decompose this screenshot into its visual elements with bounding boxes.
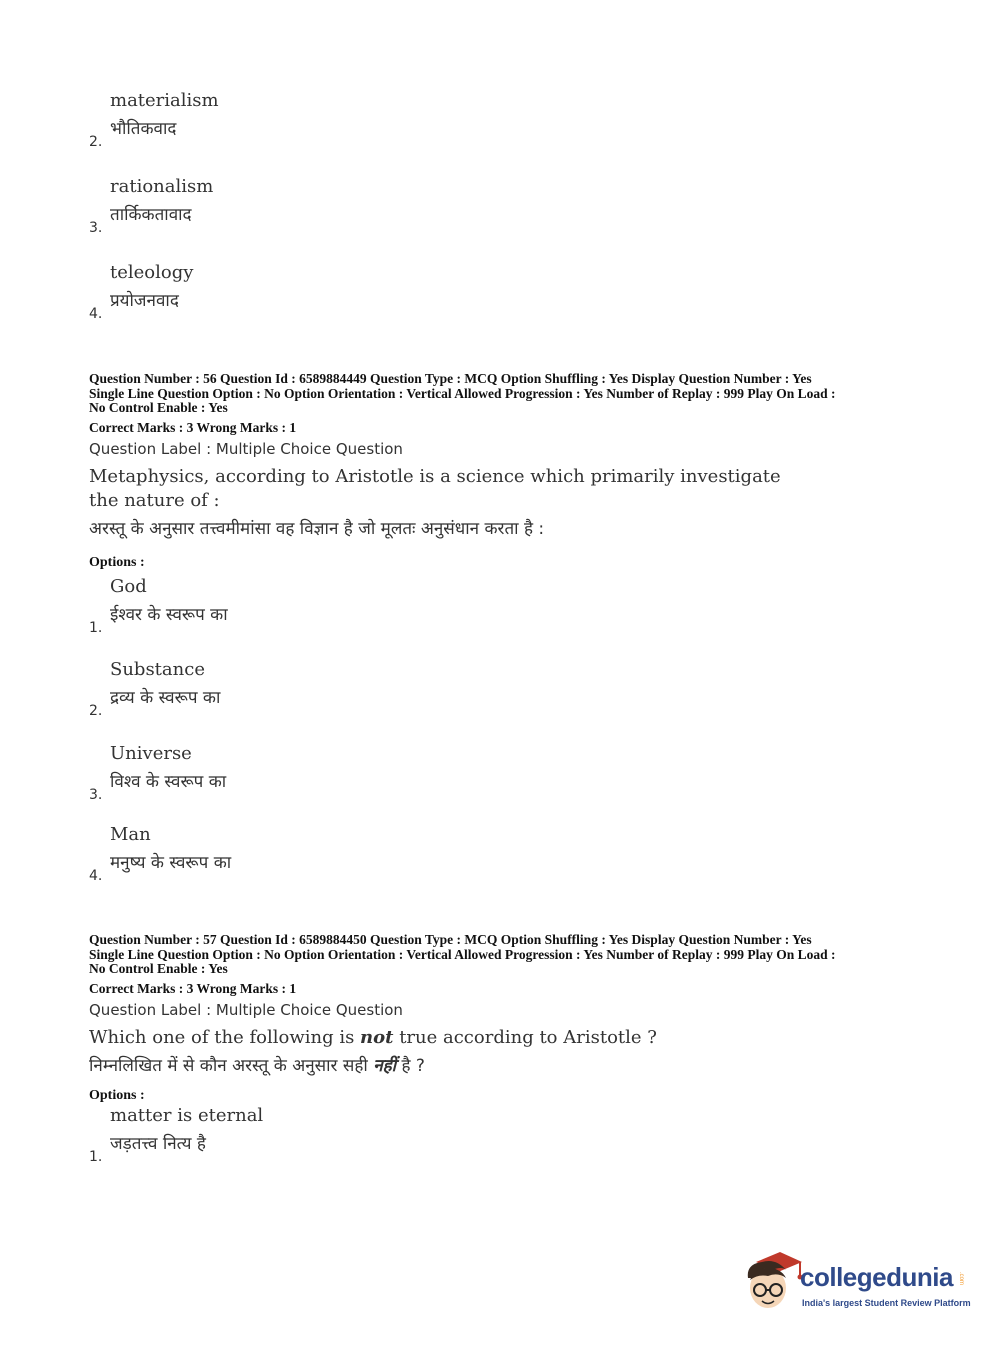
option-text-hi: द्रव्य के स्वरूप का bbox=[110, 688, 221, 708]
question-label: Question Label : Multiple Choice Question bbox=[89, 1001, 403, 1019]
meta-line: Single Line Question Option : No Option Orientation : Vertical Allowed Progression : Yes Number of Replay : 999 Play On Load : bbox=[89, 946, 836, 962]
option-text-en: Universe bbox=[110, 743, 192, 764]
emphasis-nahi: नहीं bbox=[373, 1056, 397, 1076]
meta-line: Question Number : 57 Question Id : 6589884450 Question Type : MCQ Option Shuffling : Yes Display Question Number : Yes bbox=[89, 932, 812, 947]
text-part: है ? bbox=[396, 1056, 425, 1076]
option-text-hi: ईश्वर के स्वरूप का bbox=[110, 605, 228, 625]
question-meta bbox=[89, 372, 919, 416]
option-text-en: Substance bbox=[110, 659, 205, 680]
option-number: 2. bbox=[89, 134, 103, 150]
question-meta bbox=[89, 933, 919, 977]
option-number: 4. bbox=[89, 868, 103, 884]
option-number: 1. bbox=[89, 1149, 103, 1165]
option-number: 1. bbox=[89, 620, 103, 636]
option-text-en: materialism bbox=[110, 90, 219, 111]
option-text-en: Man bbox=[110, 824, 151, 845]
collegedunia-logo bbox=[742, 1248, 972, 1318]
emphasis-not: not bbox=[360, 1027, 394, 1048]
text-part: निम्नलिखित में से कौन अरस्तू के अनुसार सही bbox=[89, 1056, 374, 1076]
option-text-hi: मनुष्य के स्वरूप का bbox=[110, 853, 232, 873]
question-marks: Correct Marks : 3 Wrong Marks : 1 bbox=[89, 420, 297, 435]
option-text-hi: विश्व के स्वरूप का bbox=[110, 772, 227, 792]
options-label: Options : bbox=[89, 555, 145, 570]
text-part: Which one of the following is bbox=[89, 1027, 361, 1048]
options-label: Options : bbox=[89, 1088, 145, 1103]
option-text-en: God bbox=[110, 576, 147, 597]
question-text-en: Metaphysics, according to Aristotle is a science which primarily investigate the nature of : bbox=[89, 466, 781, 511]
option-text-hi: तार्किकतावाद bbox=[110, 205, 192, 225]
option-text-en: matter is eternal bbox=[110, 1105, 264, 1126]
option-text-en: rationalism bbox=[110, 176, 214, 197]
brand-com: .com bbox=[958, 1272, 964, 1286]
meta-line: No Control Enable : Yes bbox=[89, 400, 228, 415]
option-text-hi: भौतिकवाद bbox=[110, 119, 177, 139]
brand-name: collegedunia bbox=[800, 1262, 953, 1292]
option-number: 3. bbox=[89, 220, 103, 236]
meta-line: Single Line Question Option : No Option Orientation : Vertical Allowed Progression : Yes Number of Replay : 999 Play On Load : bbox=[89, 385, 836, 401]
mascot-icon bbox=[742, 1248, 802, 1318]
brand-tagline: India's largest Student Review Platform bbox=[802, 1298, 971, 1308]
question-text-hi bbox=[89, 1053, 809, 1076]
option-number: 2. bbox=[89, 703, 103, 719]
option-text-en: teleology bbox=[110, 262, 194, 283]
option-number: 3. bbox=[89, 787, 103, 803]
text-part: true according to Aristotle ? bbox=[393, 1027, 657, 1048]
question-label: Question Label : Multiple Choice Question bbox=[89, 440, 403, 458]
option-text-hi: प्रयोजनवाद bbox=[110, 291, 179, 311]
option-number: 4. bbox=[89, 306, 103, 322]
option-text-hi: जड़तत्त्व नित्य है bbox=[110, 1134, 206, 1154]
meta-line: No Control Enable : Yes bbox=[89, 961, 228, 976]
meta-line: Question Number : 56 Question Id : 6589884449 Question Type : MCQ Option Shuffling : Yes Display Question Number : Yes bbox=[89, 371, 812, 386]
question-text-hi: अरस्तू के अनुसार तत्त्वमीमांसा वह विज्ञान है जो मूलतः अनुसंधान करता है : bbox=[89, 519, 545, 539]
question-marks: Correct Marks : 3 Wrong Marks : 1 bbox=[89, 981, 297, 996]
question-text-en bbox=[89, 1026, 809, 1050]
